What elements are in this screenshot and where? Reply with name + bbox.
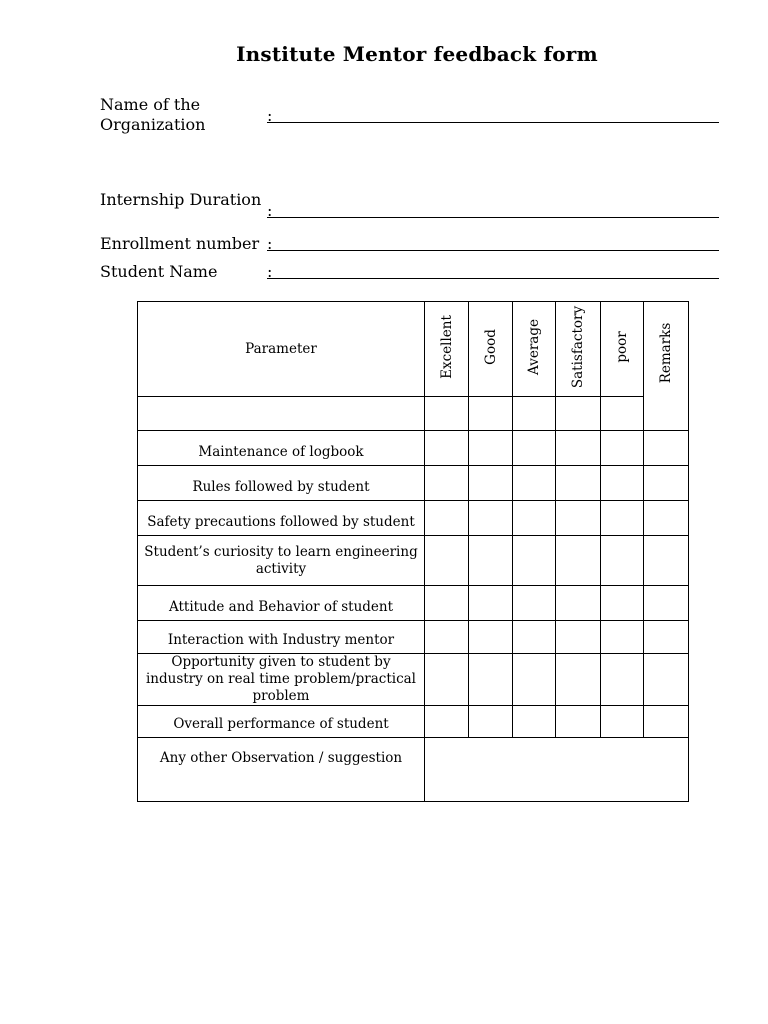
header-good-label: Good (482, 329, 499, 365)
rating-cell[interactable] (425, 431, 469, 466)
rating-cell[interactable] (601, 654, 644, 706)
colon: : (267, 106, 273, 125)
internship-duration-field[interactable] (267, 201, 719, 218)
rating-cell[interactable] (556, 706, 601, 738)
rating-cell[interactable] (556, 431, 601, 466)
enrollment-number-label: Enrollment number (100, 234, 260, 253)
student-name-label: Student Name (100, 262, 218, 281)
rating-cell[interactable] (469, 654, 513, 706)
remarks-cell[interactable] (644, 431, 689, 466)
parameter-label: Attitude and Behavior of student (168, 598, 394, 615)
observation-label-cell (138, 738, 425, 802)
table-row-parameter (138, 654, 425, 706)
rating-cell[interactable] (425, 397, 469, 431)
feedback-table (137, 301, 689, 802)
table-row-parameter (138, 536, 425, 586)
rating-cell[interactable] (425, 536, 469, 586)
rating-cell[interactable] (513, 431, 556, 466)
parameter-label: Interaction with Industry mentor (167, 631, 395, 648)
rating-cell[interactable] (425, 706, 469, 738)
rating-cell[interactable] (425, 466, 469, 501)
rating-cell[interactable] (425, 501, 469, 536)
header-poor (601, 302, 644, 397)
table-row-parameter (138, 501, 425, 536)
rating-cell[interactable] (556, 654, 601, 706)
rating-cell[interactable] (601, 706, 644, 738)
remarks-cell[interactable] (644, 621, 689, 654)
remarks-cell[interactable] (644, 536, 689, 586)
rating-cell[interactable] (513, 466, 556, 501)
parameter-label: Student’s curiosity to learn engineering activity (144, 543, 418, 577)
rating-cell[interactable] (556, 397, 601, 431)
observation-label: Any other Observation / suggestion (159, 750, 403, 766)
observation-field[interactable] (425, 738, 689, 802)
rating-cell[interactable] (601, 397, 644, 431)
rating-cell[interactable] (513, 397, 556, 431)
header-average-label: Average (526, 319, 542, 376)
header-remarks (644, 302, 689, 431)
organization-name-field[interactable] (267, 106, 719, 123)
rating-cell[interactable] (469, 586, 513, 621)
rating-cell[interactable] (601, 466, 644, 501)
rating-cell[interactable] (425, 654, 469, 706)
rating-cell[interactable] (556, 501, 601, 536)
parameter-header: Parameter (138, 302, 425, 397)
rating-cell[interactable] (601, 586, 644, 621)
rating-cell[interactable] (469, 621, 513, 654)
parameter-label: Maintenance of logbook (198, 443, 364, 460)
internship-duration-label: Internship Duration (100, 190, 262, 209)
rating-cell[interactable] (513, 501, 556, 536)
blank-parameter-cell[interactable] (138, 397, 425, 431)
rating-cell[interactable] (601, 536, 644, 586)
table-row-parameter (138, 586, 425, 621)
rating-cell[interactable] (513, 536, 556, 586)
student-name-field[interactable] (267, 262, 719, 279)
rating-cell[interactable] (513, 654, 556, 706)
remarks-cell[interactable] (644, 586, 689, 621)
rating-cell[interactable] (513, 621, 556, 654)
header-excellent-label: Excellent (438, 315, 455, 379)
rating-cell[interactable] (425, 621, 469, 654)
rating-cell[interactable] (601, 501, 644, 536)
table-row-parameter (138, 706, 425, 738)
rating-cell[interactable] (469, 431, 513, 466)
rating-cell[interactable] (556, 586, 601, 621)
remarks-cell[interactable] (644, 706, 689, 738)
rating-cell[interactable] (469, 466, 513, 501)
remarks-cell[interactable] (644, 654, 689, 706)
parameter-label: Overall performance of student (173, 716, 389, 732)
header-satisfactory (556, 302, 601, 397)
header-good (469, 302, 513, 397)
colon: : (267, 234, 273, 253)
rating-cell[interactable] (556, 536, 601, 586)
rating-cell[interactable] (469, 397, 513, 431)
colon: : (267, 262, 273, 281)
colon: : (267, 201, 273, 220)
enrollment-number-field[interactable] (267, 234, 719, 251)
remarks-cell[interactable] (644, 501, 689, 536)
parameter-label: Opportunity given to student by industry on real time problem/practical problem (145, 654, 416, 704)
form-title: Institute Mentor feedback form (236, 42, 598, 66)
organization-name-label: Name of the Organization (100, 95, 206, 134)
parameter-label: Safety precautions followed by student (147, 513, 415, 530)
rating-cell[interactable] (601, 431, 644, 466)
rating-cell[interactable] (556, 621, 601, 654)
header-excellent (425, 302, 469, 397)
remarks-cell[interactable] (644, 466, 689, 501)
rating-cell[interactable] (469, 536, 513, 586)
rating-cell[interactable] (601, 621, 644, 654)
rating-cell[interactable] (513, 706, 556, 738)
rating-cell[interactable] (425, 586, 469, 621)
parameter-label: Rules followed by student (192, 478, 370, 495)
rating-cell[interactable] (513, 586, 556, 621)
header-average (513, 302, 556, 397)
rating-cell[interactable] (556, 466, 601, 501)
table-row-parameter (138, 431, 425, 466)
table-row-parameter (138, 621, 425, 654)
table-row-parameter (138, 466, 425, 501)
rating-cell[interactable] (469, 501, 513, 536)
rating-cell[interactable] (469, 706, 513, 738)
header-poor-label: poor (614, 331, 630, 363)
header-satisfactory-label: Satisfactory (570, 306, 586, 389)
header-remarks-label: Remarks (658, 322, 674, 384)
